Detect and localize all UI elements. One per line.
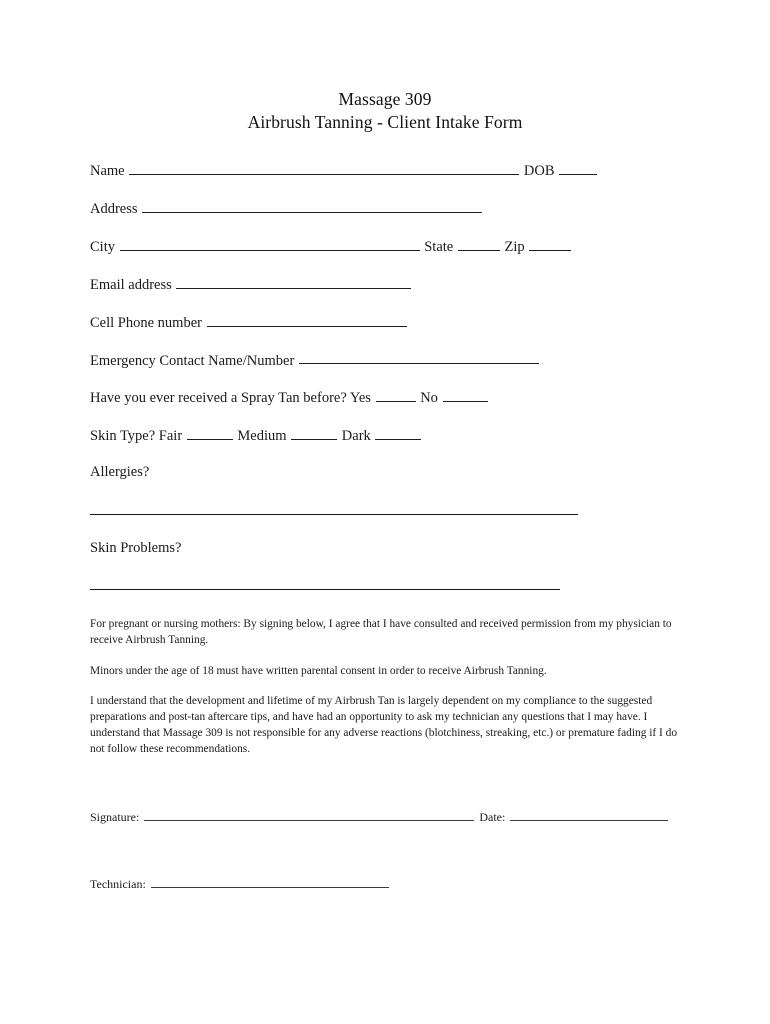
consent-paragraph-understanding: I understand that the development and lifetime of my Airbrush Tan is largely dependent on my compliance to the suggested preparations and post-tan aftercare tips, and have had an opportunity to ask my technician any questions that I may have. I understand that Massage 309 is not responsible for any adverse reactions (blotchiness, streaking, etc.) or premature fading if I do not follow these recommendations.	[90, 694, 678, 756]
consent-paragraph-minors: Minors under the age of 18 must have written parental consent in order to receive Airbrush Tanning.	[90, 664, 547, 677]
zip-label: Zip	[504, 238, 525, 255]
zip-input-rule[interactable]	[529, 238, 571, 251]
address-label: Address	[90, 200, 138, 217]
city-label: City	[90, 238, 115, 255]
skin-type-medium-rule[interactable]	[291, 427, 337, 440]
field-row-skin-type	[90, 427, 770, 443]
city-input-rule[interactable]	[120, 238, 420, 251]
technician-row	[90, 877, 770, 890]
technician-input-rule[interactable]	[151, 877, 389, 888]
spray-tan-no-rule[interactable]	[443, 389, 488, 402]
cell-phone-label: Cell Phone number	[90, 314, 202, 331]
field-row-city-state-zip	[90, 238, 770, 254]
spray-tan-no-label: No	[420, 390, 438, 407]
skin-type-dark-rule[interactable]	[375, 427, 421, 440]
consent-paragraph-pregnancy: For pregnant or nursing mothers: By signing below, I agree that I have consulted and received permission from my physician to receive Airbrush Tanning.	[90, 618, 672, 647]
document-title-block	[0, 0, 770, 134]
skin-type-fair-rule[interactable]	[187, 427, 233, 440]
skin-type-medium-label: Medium	[237, 428, 287, 445]
field-row-spray-tan-history	[90, 389, 770, 405]
skin-type-dark-label: Dark	[341, 428, 371, 445]
skin-type-fair-label: Skin Type? Fair	[90, 428, 183, 445]
spray-tan-question-label: Have you ever received a Spray Tan before? Yes	[90, 390, 371, 407]
signature-label: Signature:	[90, 809, 140, 824]
name-input-rule[interactable]	[129, 162, 519, 175]
form-fields-section	[0, 162, 770, 590]
address-input-rule[interactable]	[142, 200, 482, 213]
spray-tan-yes-rule[interactable]	[376, 389, 416, 402]
emergency-contact-label: Emergency Contact Name/Number	[90, 352, 295, 369]
email-label: Email address	[90, 276, 172, 293]
allergies-answer-rule[interactable]	[90, 514, 578, 515]
dob-input-rule[interactable]	[559, 162, 597, 175]
page-title-secondary: Airbrush Tanning - Client Intake Form	[247, 112, 523, 133]
field-row-cell-phone	[90, 314, 770, 330]
email-input-rule[interactable]	[176, 276, 411, 289]
date-input-rule[interactable]	[510, 810, 668, 821]
state-label: State	[424, 238, 454, 255]
skin-problems-question-label: Skin Problems?	[90, 539, 182, 556]
field-row-address	[90, 200, 770, 216]
signature-input-rule[interactable]	[144, 810, 474, 821]
consent-paragraphs-section	[0, 616, 680, 757]
emergency-contact-input-rule[interactable]	[299, 352, 539, 365]
technician-label: Technician:	[90, 876, 146, 891]
field-row-emergency-contact	[90, 352, 770, 368]
signature-section	[0, 810, 770, 890]
allergies-question-label: Allergies?	[90, 464, 150, 481]
state-input-rule[interactable]	[458, 238, 500, 251]
name-label: Name	[90, 163, 125, 180]
signature-row	[90, 810, 770, 823]
skin-problems-answer-rule[interactable]	[90, 589, 560, 590]
page-title-primary: Massage 309	[338, 89, 432, 109]
date-label: Date:	[479, 809, 506, 824]
field-row-email	[90, 276, 770, 292]
cell-phone-input-rule[interactable]	[207, 314, 407, 327]
field-row-name	[90, 162, 770, 178]
dob-label: DOB	[523, 163, 555, 180]
